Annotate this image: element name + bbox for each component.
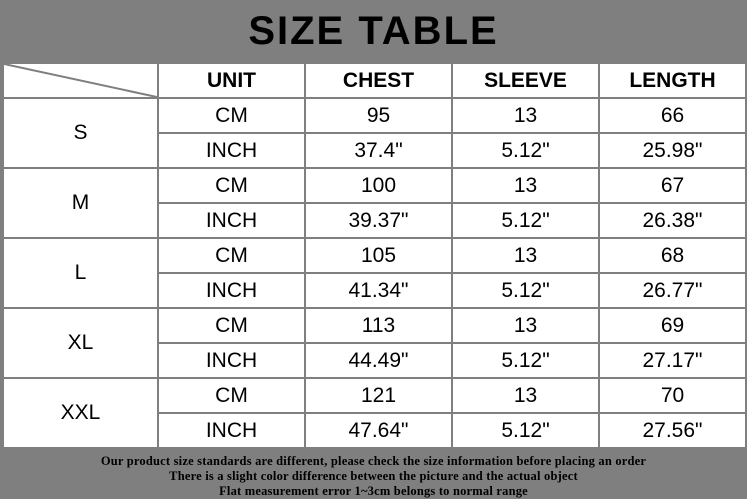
length-cm: 69 bbox=[599, 308, 746, 343]
unit-cm: CM bbox=[158, 378, 305, 413]
column-header-length: LENGTH bbox=[599, 63, 746, 98]
size-label-xl: XL bbox=[3, 308, 158, 378]
chest-inch: 44.49" bbox=[305, 343, 452, 378]
sleeve-cm: 13 bbox=[452, 378, 599, 413]
unit-inch: INCH bbox=[158, 413, 305, 448]
sleeve-inch: 5.12" bbox=[452, 203, 599, 238]
table-corner-cell bbox=[3, 63, 158, 98]
length-cm: 67 bbox=[599, 168, 746, 203]
length-inch: 26.38" bbox=[599, 203, 746, 238]
length-inch: 26.77" bbox=[599, 273, 746, 308]
note-line-2: There is a slight color difference between the picture and the actual object bbox=[169, 469, 578, 483]
sleeve-cm: 13 bbox=[452, 308, 599, 343]
unit-cm: CM bbox=[158, 98, 305, 133]
chest-cm: 100 bbox=[305, 168, 452, 203]
sleeve-inch: 5.12" bbox=[452, 413, 599, 448]
size-label-s: S bbox=[3, 98, 158, 168]
chest-cm: 113 bbox=[305, 308, 452, 343]
table-row bbox=[3, 168, 746, 203]
unit-inch: INCH bbox=[158, 343, 305, 378]
sleeve-cm: 13 bbox=[452, 168, 599, 203]
page-title: SIZE TABLE bbox=[248, 9, 499, 53]
unit-cm: CM bbox=[158, 308, 305, 343]
unit-inch: INCH bbox=[158, 273, 305, 308]
unit-cm: CM bbox=[158, 168, 305, 203]
length-inch: 27.56" bbox=[599, 413, 746, 448]
length-cm: 70 bbox=[599, 378, 746, 413]
note-line-1: Our product size standards are different, please check the size information before placing an order bbox=[100, 454, 647, 468]
chest-inch: 39.37" bbox=[305, 203, 452, 238]
table-header-row bbox=[3, 63, 746, 98]
column-header-sleeve: SLEEVE bbox=[452, 63, 599, 98]
length-inch: 25.98" bbox=[599, 133, 746, 168]
sleeve-inch: 5.12" bbox=[452, 133, 599, 168]
column-header-chest: CHEST bbox=[305, 63, 452, 98]
chest-cm: 95 bbox=[305, 98, 452, 133]
table-row bbox=[3, 238, 746, 273]
unit-inch: INCH bbox=[158, 203, 305, 238]
column-header-unit: UNIT bbox=[158, 63, 305, 98]
length-cm: 68 bbox=[599, 238, 746, 273]
table-row bbox=[3, 378, 746, 413]
table-row bbox=[3, 308, 746, 343]
table-row bbox=[3, 98, 746, 133]
note-line-3: Flat measurement error 1~3cm belongs to normal range bbox=[219, 484, 528, 498]
unit-inch: INCH bbox=[158, 133, 305, 168]
sleeve-cm: 13 bbox=[452, 238, 599, 273]
size-label-l: L bbox=[3, 238, 158, 308]
length-inch: 27.17" bbox=[599, 343, 746, 378]
size-label-m: M bbox=[3, 168, 158, 238]
chest-inch: 47.64" bbox=[305, 413, 452, 448]
sleeve-inch: 5.12" bbox=[452, 343, 599, 378]
sleeve-inch: 5.12" bbox=[452, 273, 599, 308]
chest-cm: 121 bbox=[305, 378, 452, 413]
diagonal-line-icon bbox=[4, 64, 157, 97]
footer-notes bbox=[0, 449, 747, 499]
size-table bbox=[2, 62, 747, 449]
chest-inch: 37.4" bbox=[305, 133, 452, 168]
size-label-xxl: XXL bbox=[3, 378, 158, 448]
chest-inch: 41.34" bbox=[305, 273, 452, 308]
sleeve-cm: 13 bbox=[452, 98, 599, 133]
title-bar bbox=[0, 0, 747, 62]
length-cm: 66 bbox=[599, 98, 746, 133]
chest-cm: 105 bbox=[305, 238, 452, 273]
unit-cm: CM bbox=[158, 238, 305, 273]
